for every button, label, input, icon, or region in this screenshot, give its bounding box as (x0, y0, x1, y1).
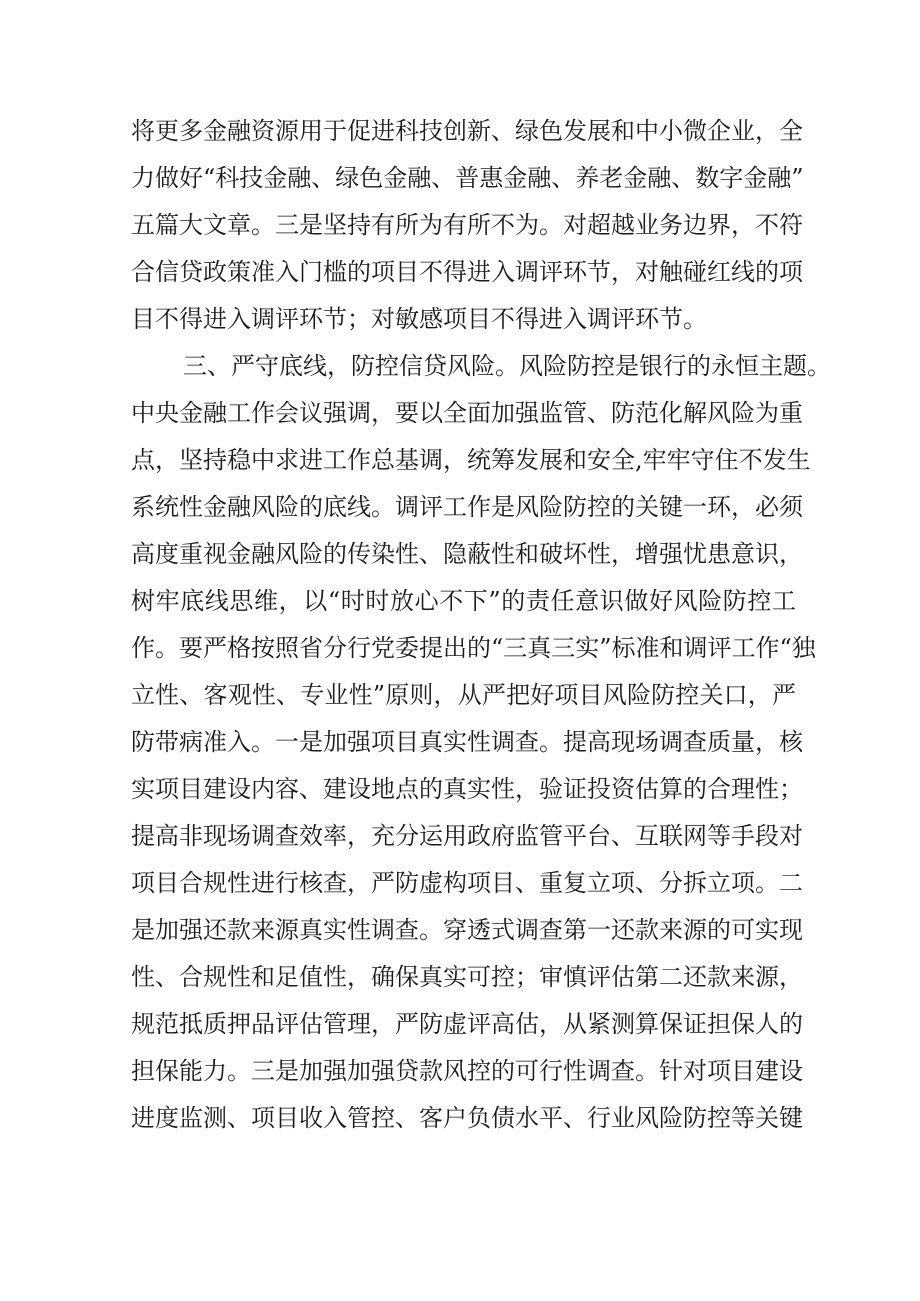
text-line: 项目合规性进行核查，严防虚构项目、重复立项、分拆立项。二 (131, 869, 803, 897)
text-line: 规范抵质押品评估管理，严防虚评高估，从紧测算保证担保人的 (131, 1010, 803, 1038)
text-line: 是加强还款来源真实性调查。穿透式调查第一还款来源的可实现 (131, 916, 803, 944)
text-line: 立性、客观性、专业性”原则，从严把好项目风险防控关口，严 (131, 681, 796, 709)
text-line: 系统性金融风险的底线。调评工作是风险防控的关键一环，必须 (131, 493, 803, 521)
text-line: 防带病准入。一是加强项目真实性调查。提高现场调查质量，核 (131, 728, 803, 756)
text-line: 提高非现场调查效率，充分运用政府监管平台、互联网等手段对 (131, 822, 803, 850)
text-line: 将更多金融资源用于促进科技创新、绿色发展和中小微企业，全 (131, 117, 803, 145)
text-line: 高度重视金融风险的传染性、隐蔽性和破坏性，增强忧患意识， (131, 540, 803, 568)
text-line: 实项目建设内容、建设地点的真实性，验证投资估算的合理性； (131, 775, 803, 803)
text-line: 树牢底线思维，以“时时放心不下”的责任意识做好风险防控工 (131, 587, 796, 615)
body-text (131, 108, 831, 1142)
text-line: 进度监测、项目收入管控、客户负债水平、行业风险防控等关键 (131, 1104, 803, 1132)
section-heading-line: 三、严守底线，防控信贷风险。风险防控是银行的永恒主题。 (183, 352, 831, 380)
text-line: 中央金融工作会议强调，要以全面加强监管、防范化解风险为重 (131, 399, 803, 427)
text-line: 点，坚持稳中求进工作总基调，统筹发展和安全,牢牢守住不发生 (131, 446, 811, 474)
text-line: 合信贷政策准入门槛的项目不得进入调评环节，对触碰红线的项 (131, 258, 803, 286)
text-line: 目不得进入调评环节；对敏感项目不得进入调评环节。 (131, 305, 707, 333)
text-line: 性、合规性和足值性，确保真实可控；审慎评估第二还款来源， (131, 963, 803, 991)
text-line: 五篇大文章。三是坚持有所为有所不为。对超越业务边界，不符 (131, 211, 803, 239)
text-line: 力做好“科技金融、绿色金融、普惠金融、养老金融、数字金融” (131, 164, 804, 192)
text-line: 担保能力。三是加强加强贷款风控的可行性调查。针对项目建设 (131, 1057, 803, 1085)
text-line: 作。要严格按照省分行党委提出的“三真三实”标准和调评工作“独 (131, 634, 816, 662)
